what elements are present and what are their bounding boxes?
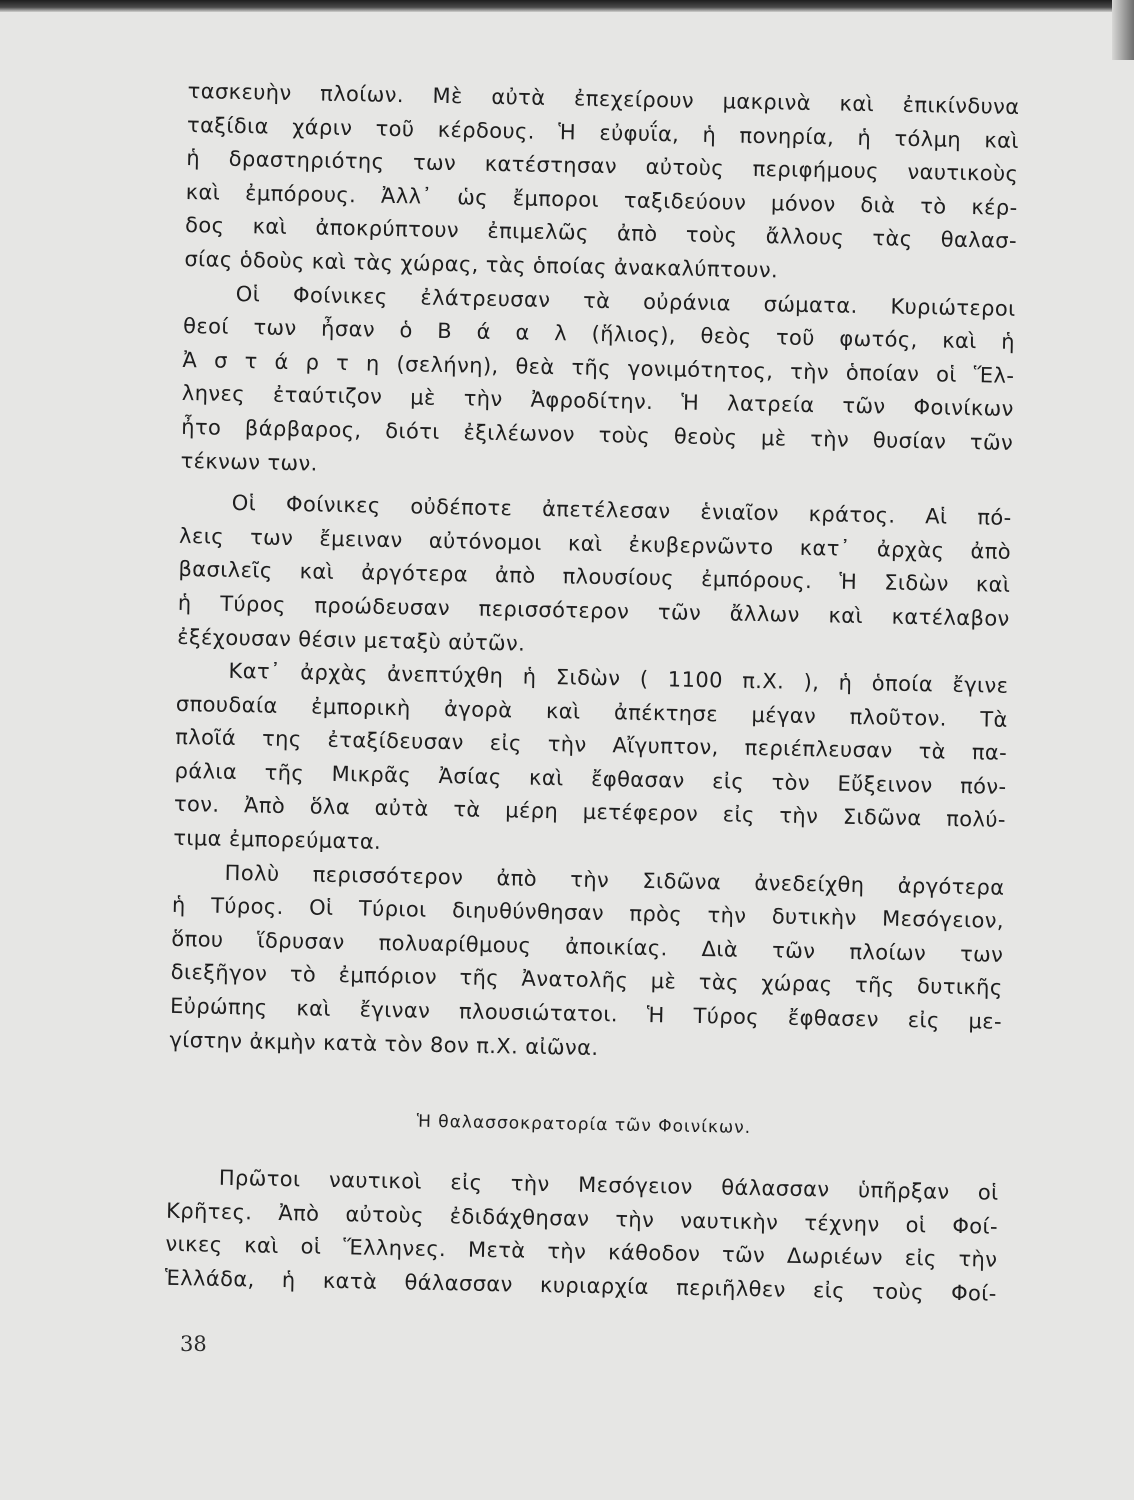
text-line: σίας ὁδοὺς καὶ τὰς χώρας, τὰς ὁποίας ἀνακαλύπτουν. [184,246,779,283]
text-line: Πρῶτοι ναυτικοὶ εἰς τὴν Μεσόγειον θάλασσαν ὑπῆρξαν οἱ [218,1166,999,1205]
scan-corner-shadow [1112,0,1134,60]
text-line: τέκνων των. [180,448,318,476]
section-heading: Ἡ θαλασσοκρατορία τῶν Φοινίκων. [416,1111,752,1139]
text-line: ληνες ἐταύτιζον μὲ τὴν Ἀφροδίτην. Ἡ λατρεία τῶν Φοινίκων [181,381,1014,422]
text-line: τιμα ἐμπορεύματα. [173,825,382,854]
text-line: καὶ ἐμπόρους. Ἀλλ᾽ ὡς ἔμποροι ταξιδεύουν μόνον διὰ τὸ κέρ- [185,179,1018,220]
text-line: γίστην ἀκμὴν κατὰ τὸν 8ον π.Χ. αἰῶνα. [169,1027,599,1060]
text-line: τον. Ἀπὸ ὅλα αὐτὰ τὰ μέρη μετέφερον εἰς τὴν Σιδῶνα πολύ- [173,792,1007,833]
text-line: δος καὶ ἀποκρύπτουν ἐπιμελῶς ἀπὸ τοὺς ἄλλους τὰς θαλασ- [184,213,1018,254]
paragraph-city-states [177,486,1012,670]
text-line: ἡ Τύρος. Οἱ Τύριοι διηυθύνθησαν πρὸς τὴν δυτικὴν Μεσόγειον, [171,893,1005,934]
text-line: Οἱ Φοίνικες ἐλάτρευσαν τὰ οὐράνια σώματα. Κυριώτεροι [235,281,1016,321]
text-line: ράλια τῆς Μικρᾶς Ἀσίας καὶ ἔφθασαν εἰς τὸν Εὔξεινον πόν- [174,758,1007,799]
text-line: τασκευὴν πλοίων. Μὲ αὐτὰ ἐπεχείρουν μακρινὰ καὶ ἐπικίνδυνα [187,78,1020,119]
text-line: ἦτο βάρβαρος, διότι ἐξιλέωνον τοὺς θεοὺς μὲ τὴν θυσίαν τῶν [181,414,1014,455]
paragraph-religion [180,277,1016,494]
text-line: λεις των ἔμειναν αὐτόνομοι καὶ ἐκυβερνῶντο κατ᾽ ἀρχὰς ἀπὸ [178,523,1012,564]
text-line: βασιλεῖς καὶ ἀργότερα ἀπὸ πλουσίους ἐμπόρους. Ἡ Σιδὼν καὶ [178,557,1011,598]
page-number: 38 [180,1332,207,1356]
text-line: ἡ Τύρος προώδευσαν περισσότερον τῶν ἄλλων καὶ κατέλαβον [177,590,1010,631]
book-page-text [165,75,1020,1311]
text-line: Ἀ σ τ ά ρ τ η (σελήνη), θεὰ τῆς γονιμότητος, τὴν ὁποίαν οἱ Ἕλ- [182,347,1015,388]
text-line: νικες καὶ οἱ Ἕλληνες. Μετὰ τὴν κάθοδον τῶν Δωριέων εἰς τὴν [165,1232,998,1273]
text-line: πλοῖά της ἐταξίδευσαν εἰς τὴν Αἴγυπτον, περιέπλευσαν τὰ πα- [175,725,1008,766]
paragraph-tyre [169,856,1005,1073]
text-line: Ἑλλάδα, ἡ κατὰ θάλασσαν κυριαρχία περιῆλθεν εἰς τοὺς Φοί- [164,1265,997,1306]
text-line: Κρῆτες. Ἀπὸ αὐτοὺς ἐδιδάχθησαν τὴν ναυτικὴν τέχνην οἱ Φοί- [165,1198,999,1239]
text-line: Οἱ Φοίνικες οὐδέποτε ἀπετέλεσαν ἑνιαῖον κράτος. Αἱ πό- [231,491,1012,531]
text-line: Κατ᾽ ἀρχὰς ἀνεπτύχθη ἡ Σιδὼν ( 1100 π.Χ. ), ἡ ὁποία ἔγινε [228,658,1009,698]
scan-top-border [0,0,1134,12]
text-line: ὅπου ἵδρυσαν πολυαρίθμους ἀποικίας. Διὰ τῶν πλοίων των [171,926,1004,967]
text-line: Εὐρώπης καὶ ἔγιναν πλουσιώτατοι. Ἡ Τύρος ἔφθασεν εἰς με- [169,993,1003,1034]
text-line: ἡ δραστηριότης των κατέστησαν αὐτοὺς περιφήμους ναυτικοὺς [186,146,1019,187]
text-line: σπουδαία ἐμπορικὴ ἀγορὰ καὶ ἀπέκτησε μέγαν πλοῦτον. Τὰ [175,691,1009,732]
text-line: θεοί των ἦσαν ὁ Β ά α λ (ἥλιος), θεὸς τοῦ φωτός, καὶ ἡ [182,314,1016,355]
text-line: διεξῆγον τὸ ἐμπόριον τῆς Ἀνατολῆς μὲ τὰς χώρας τῆς δυτικῆς [170,960,1003,1001]
text-line: ταξίδια χάριν τοῦ κέρδους. Ἡ εὐφυΐα, ἡ πονηρία, ἡ τόλμη καὶ [186,112,1020,153]
text-line: ἐξέχουσαν θέσιν μεταξὺ αὐτῶν. [176,624,526,656]
paragraph-sidon [173,654,1009,871]
paragraph-thalassocracy [165,1161,999,1311]
paragraph-shipbuilding [184,75,1020,292]
text-line: Πολὺ περισσότερον ἀπὸ τὴν Σιδῶνα ἀνεδείχθη ἀργότερα [224,860,1005,900]
